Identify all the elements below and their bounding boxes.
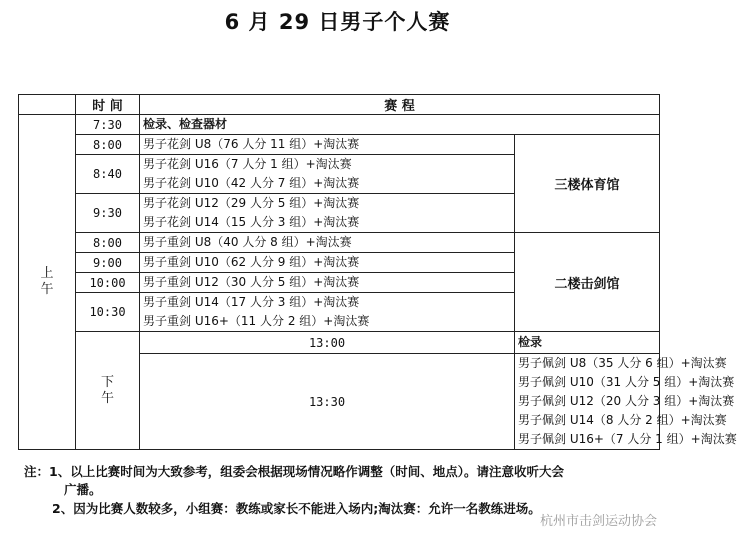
event-cell	[140, 135, 515, 155]
event-line: 男子重剑 U14（17 人分 3 组）+淘汰赛	[143, 295, 360, 309]
venue-epee: 二楼击剑馆	[515, 233, 660, 332]
event-line: 男子花剑 U10（42 人分 7 组）+淘汰赛	[143, 176, 360, 190]
event-cell	[140, 273, 515, 293]
event-cell	[140, 155, 515, 194]
time-cell: 13:00	[140, 332, 515, 354]
event-line: 男子重剑 U12（30 人分 5 组）+淘汰赛	[143, 275, 360, 289]
table-row	[19, 233, 660, 253]
event-line: 男子佩剑 U10（31 人分 5 组）+淘汰赛	[518, 375, 735, 389]
event-line: 男子花剑 U14（15 人分 3 组）+淘汰赛	[143, 215, 360, 229]
event-line: 男子重剑 U16+（11 人分 2 组）+淘汰赛	[143, 314, 370, 328]
page-title: 6 月 29 日男子个人赛	[224, 10, 451, 34]
watermark: 杭州市击剑运动协会	[539, 514, 657, 529]
time-cell: 8:00	[76, 233, 140, 253]
event-line: 男子花剑 U12（29 人分 5 组）+淘汰赛	[143, 196, 360, 210]
time-cell: 8:40	[76, 155, 140, 194]
table-row	[19, 115, 660, 135]
event-cell	[140, 115, 660, 135]
event-line: 男子花剑 U16（7 人分 1 组）+淘汰赛	[143, 157, 352, 171]
time-cell: 10:00	[76, 273, 140, 293]
event-line: 检录、检查器材	[143, 117, 228, 131]
event-line: 检录	[518, 335, 543, 349]
table-row	[19, 332, 660, 354]
event-line: 男子佩剑 U8（35 人分 6 组）+淘汰赛	[518, 356, 727, 370]
venue-foil: 三楼体育馆	[515, 135, 660, 233]
event-line: 男子重剑 U8（40 人分 8 组）+淘汰赛	[143, 235, 352, 249]
event-cell	[515, 332, 660, 354]
event-cell	[140, 253, 515, 273]
period-char: 下	[100, 374, 114, 390]
note-line-2: 2、因为比赛人数较多，小组赛：教练或家长不能进入场内;淘汰赛：允许一名教练进场。	[52, 501, 541, 516]
header-time: 时 间	[76, 95, 140, 115]
period-morning	[19, 115, 76, 450]
event-line: 男子花剑 U8（76 人分 11 组）+淘汰赛	[143, 137, 360, 151]
time-cell: 10:30	[76, 293, 140, 332]
event-line: 男子佩剑 U16+（7 人分 1 组）+淘汰赛	[518, 432, 737, 446]
event-cell	[140, 194, 515, 233]
table-row	[19, 135, 660, 155]
event-line: 男子佩剑 U12（20 人分 3 组）+淘汰赛	[518, 394, 735, 408]
time-cell: 7:30	[76, 115, 140, 135]
header-schedule: 赛 程	[140, 95, 660, 115]
schedule-table	[18, 94, 737, 450]
event-line: 男子重剑 U10（62 人分 9 组）+淘汰赛	[143, 255, 360, 269]
event-line: 男子佩剑 U14（8 人分 2 组）+淘汰赛	[518, 413, 727, 427]
time-cell: 9:00	[76, 253, 140, 273]
note-line-1: 注：1、以上比赛时间为大致参考，组委会根据现场情况略作调整（时间、地点）。请注意收听大会	[24, 464, 564, 479]
time-cell: 13:30	[140, 354, 515, 450]
period-char: 上	[40, 266, 54, 281]
time-cell: 8:00	[76, 135, 140, 155]
time-cell: 9:30	[76, 194, 140, 233]
period-char: 午	[40, 282, 54, 297]
event-cell	[140, 233, 515, 253]
event-cell	[140, 293, 515, 332]
table-header-row	[19, 95, 660, 115]
period-afternoon	[76, 332, 140, 450]
header-period	[19, 95, 76, 115]
period-char: 午	[100, 390, 114, 406]
event-cell	[515, 354, 737, 450]
note-line-1-continued: 广播。	[64, 482, 102, 497]
